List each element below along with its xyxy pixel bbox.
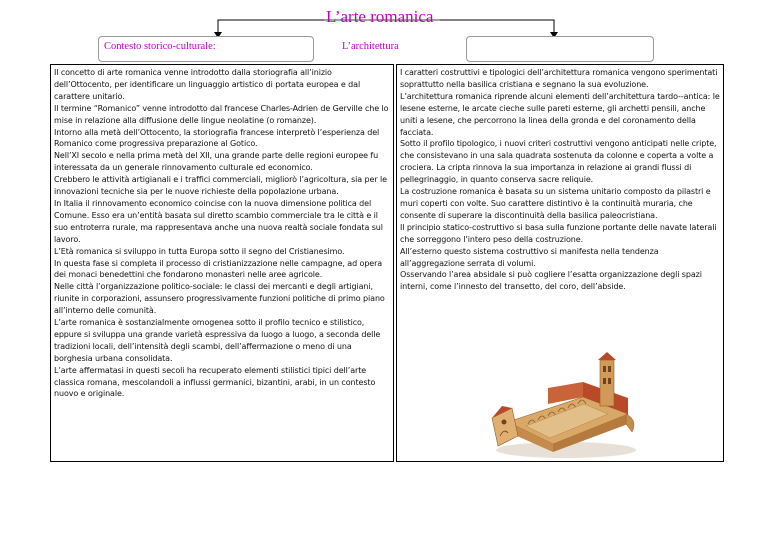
page-title: L’arte romanica: [326, 7, 434, 26]
paragraph: L’Età romanica si sviluppo in tutta Europa sotto il segno del Cristianesimo.: [54, 246, 345, 256]
paragraph: Il termine “Romanico” venne introdotto dal francese Charles-Adrien de Gerville che lo mise in relazione alla diffusione delle lingue neolatine (o romanze).: [54, 103, 389, 125]
paragraph: All’esterno questo sistema costruttivo si manifesta nella tendenza all’aggregazione serrata di volumi.: [400, 246, 659, 268]
historical-context-column: [50, 64, 394, 462]
paragraph: Il principio statico-costruttivo si basa sulla funzione portante delle navate laterali che sorreggono l’intero peso della costruzione.: [400, 222, 717, 244]
paragraph: In Italia il rinnovamento economico coincise con la nuova dimensione politica del Comune. Esso era un’entità basata sul diretto scambio commerciale tra le città e il suo entroterra rurale, ma rappresentava anche una nuova realtà sociale fondata sul lavoro.: [54, 198, 383, 244]
right-heading-label: L’architettura: [342, 41, 399, 52]
paragraph: Nell’XI secolo e nella prima metà del XII, una grande parte delle regioni europee fu interessata da un generale rinnovamento culturale ed economico.: [54, 151, 379, 173]
paragraph: Osservando l’area absidale si può cogliere l’esatta organizzazione degli spazi interni, come l’innesto del transetto, del coro, dell’abside.: [400, 270, 702, 292]
church-cutaway-illustration: [488, 352, 638, 460]
paragraph: Nelle città l’organizzazione politico-sociale: le classi dei mercanti e degli artigiani, riunite in corporazioni, assunsero progressivamente funzioni politiche di primo piano all’interno delle comunità.: [54, 282, 385, 316]
right-heading-box: [466, 36, 654, 62]
paragraph: La costruzione romanica è basata su un sistema unitario composto da pilastri e muri coperti con volte. Suo carattere distintivo è la continuità muraria, che consente di superare la discontinuità della basilica paleocristiana.: [400, 187, 711, 220]
paragraph: Il concetto di arte romanica venne introdotto dalla storiografia all’inizio dell’Ottocento, per identificare un linguaggio artistico di portata europea e dal carattere unitario.: [54, 68, 361, 101]
paragraph: Crebbero le attività artigianali e i traffici commerciali, migliorò l’agricoltura, sia per le innovazioni tecniche sia per le nuove richieste della popolazione urbana.: [54, 175, 387, 197]
paragraph: In questa fase si completa il processo di cristianizzazione nelle campagne, ad opera dei monaci benedettini che fondarono monasteri nelle aree agricole.: [54, 258, 383, 280]
paragraph: L’arte affermatasi in questi secoli ha recuperato elementi stilistici tipici dell’arte classica romana, mescolandoli a influssi germanici, bizantini, arabi, in un contesto nuovo e originale.: [54, 365, 376, 399]
left-heading-label: Contesto storico-culturale:: [104, 41, 216, 52]
paragraph: L’arte romanica è sostanzialmente omogenea sotto il profilo tecnico e stilistico, eppure si sviluppa una grande varietà espressiva da luogo a luogo, a seconda delle tradizioni locali, dell’intensità degli scambi, dell’affermazione o meno di una borghesia urbana consolidata.: [54, 318, 381, 363]
paragraph: Sotto il profilo tipologico, i nuovi criteri costruttivi vengono anticipati nelle cripte, che consistevano in una sala quadrata sostenuta da colonne e coperta a volte a crociera. La cripta rinnova la sua importanza in relazione ai grandi flussi di pellegrinaggio, in quanto conserva sacre reliquie.: [400, 139, 717, 185]
paragraph: L’architettura romanica riprende alcuni elementi dell’architettura tardo--antica: le lesene esterne, le arcate cieche sulle pareti esterne, gli archetti pensili, anche uniti a lesene, che percorrono la linea della gronda e del coronamento della facciata.: [400, 91, 720, 137]
paragraph: I caratteri costruttivi e tipologici dell’architettura romanica vengono sperimentati soprattutto nella basilica cristiana e segnano la sua evoluzione.: [400, 68, 718, 89]
paragraph: Intorno alla metà dell’Ottocento, la storiografia francese interpretò l’esperienza del Romanico come progressiva preparazione al Gotico.: [54, 127, 380, 149]
